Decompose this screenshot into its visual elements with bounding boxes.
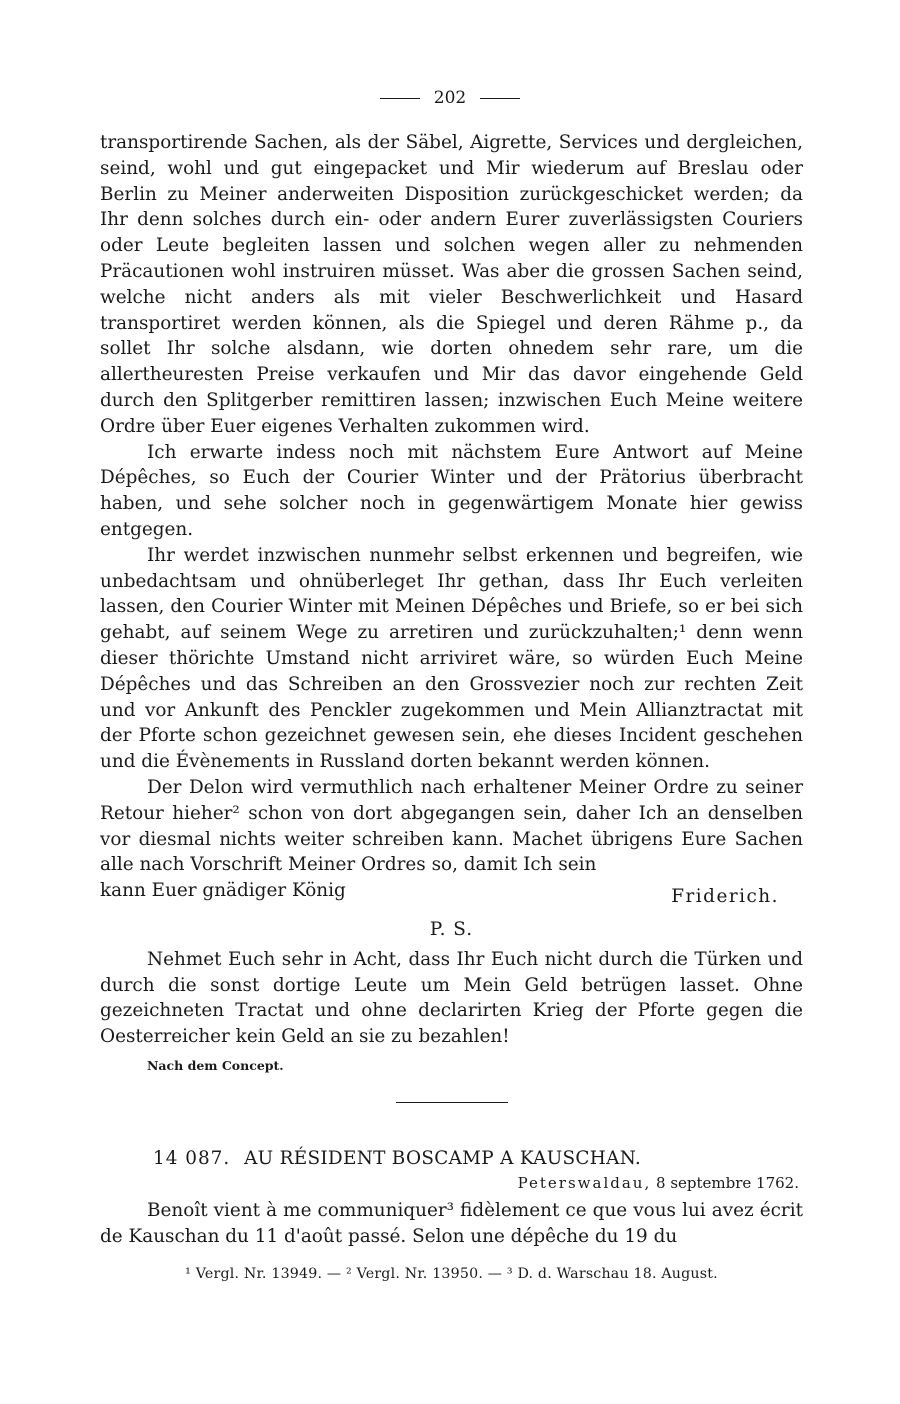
- page-number: 202: [433, 88, 467, 108]
- header-dash-left: [380, 98, 420, 99]
- header-dash-right: [480, 98, 520, 99]
- source-note: Nach dem Concept.: [147, 1057, 284, 1073]
- signature: Friderich.: [671, 886, 779, 908]
- document-text: Benoît vient à me communiquer³ fidèlement ce que vous lui avez écrit de Kauschan du 11 d'août passé. Selon une dépêche du 19 du: [100, 1199, 803, 1247]
- postscript-heading: P. S.: [429, 918, 474, 940]
- document-number: 14 087.: [153, 1147, 231, 1169]
- page-body: [100, 130, 803, 1249]
- document-title: AU RÉSIDENT BOSCAMP A KAUSCHAN.: [244, 1147, 642, 1169]
- section-divider: [396, 1102, 508, 1103]
- paragraph-3: Ihr werdet inzwischen nunmehr selbst erkennen und begreifen, wie unbedachtsam und ohnüberleget Ihr gethan, dass Ihr Euch verleiten lassen, den Courier Winter mit Meinen Dépêches und Briefe, so er bei sich gehabt, auf seinem Wege zu arretiren und zurückzuhalten;¹ denn wenn dieser thörichte Umstand nicht arriviret wäre, so würden Euch Meine Dépêches und das Schreiben an den Grossvezier noch zur rechten Zeit und vor Ankunft des Penckler zugekommen und Mein Allianztractat mit der Pforte schon gezeichnet gewesen sein, ehe dieses Incident geschehen und die Évènements in Russland dorten bekannt werden können.: [100, 544, 803, 773]
- place-date-line: [100, 1172, 803, 1194]
- paragraph-4: Der Delon wird vermuthlich nach erhaltener Meiner Ordre zu seiner Retour hieher² schon von dort abgegangen sein, daher Ich an denselben vor diesmal nichts weiter schreiben kann. Machet übrigens Eure Sachen alle nach Vorschrift Meiner Ordres so, damit Ich sein: [100, 776, 803, 876]
- closing-line: [100, 878, 803, 908]
- postscript-text: Nehmet Euch sehr in Acht, dass Ihr Euch nicht durch die Türken und durch die sonst dortige Leute um Mein Geld betrügen lasset. Ohne gezeichneten Tractat und ohne declarirten Krieg der Pforte gegen die Oesterreicher kein Geld an sie zu bezahlen!: [100, 948, 803, 1048]
- document-place: Peterswaldau,: [517, 1173, 652, 1192]
- page-header: [0, 88, 900, 108]
- document-date: 8 septembre 1762.: [656, 1173, 799, 1192]
- closing-formula: kann Euer gnädiger König: [100, 880, 346, 902]
- document-heading: [100, 1146, 803, 1172]
- footnotes: ¹ Vergl. Nr. 13949. — ² Vergl. Nr. 13950. — ³ D. d. Warschau 18. August.: [185, 1266, 718, 1282]
- paragraph-2: Ich erwarte indess noch mit nächstem Eure Antwort auf Meine Dépêches, so Euch der Courier Winter und der Prätorius überbracht haben, und sehe solcher noch in gegenwärtigem Monate hier gewiss entgegen.: [100, 441, 803, 540]
- paragraph-1: transportirende Sachen, als der Säbel, Aigrette, Services und dergleichen, seind, wohl und gut eingepacket und Mir wiederum auf Breslau oder Berlin zu Meiner anderweiten Disposition zurückgeschicket werden; da Ihr denn solches durch ein- oder andern Eurer zuverlässigsten Couriers oder Leute begleiten lassen und solchen wegen aller zu nehmenden Präcautionen wohl instruiren müsset. Was aber die grossen Sachen seind, welche nicht anders als mit vieler Beschwerlichkeit und Hasard transportiret werden können, als die Spiegel und deren Rähme p., da sollet Ihr solche alsdann, wie dorten ohnedem sehr rare, um die allertheuresten Preise verkaufen und Mir das davor eingehende Geld durch den Splitgerber remittiren lassen; inzwischen Euch Meine weitere Ordre über Euer eigenes Verhalten zukommen wird.: [100, 132, 803, 437]
